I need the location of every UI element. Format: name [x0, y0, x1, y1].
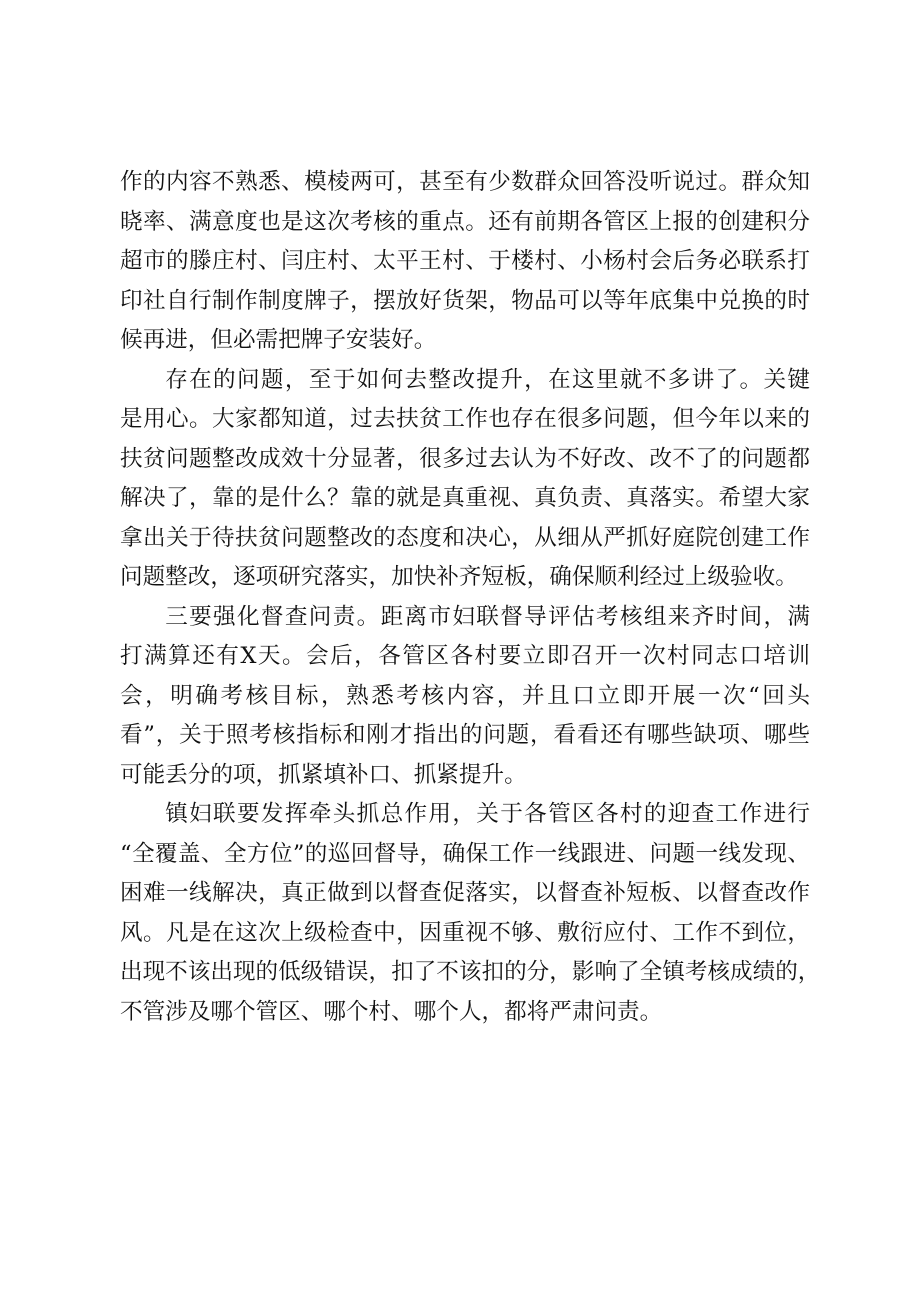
- text-line: 风。凡是在这次上级检查中，因重视不够、敷衍应付、工作不到位，: [120, 919, 810, 946]
- text-line: 不管涉及哪个管区、哪个村、哪个人，都将严肃问责。: [120, 998, 663, 1025]
- text-line: 看”，关于照考核指标和刚才指出的问题，看看还有哪些缺项、哪些: [120, 722, 810, 748]
- text-line: 候再进，但必需把牌子安装好。: [120, 327, 437, 353]
- text-line: 超市的滕庄村、闫庄村、太平王村、于楼村、小杨村会后务必联系打: [120, 248, 810, 274]
- text-line: 作的内容不熟悉、模棱两可，甚至有少数群众回答没听说过。群众知: [120, 169, 810, 195]
- paragraph-1: [120, 163, 810, 361]
- text-line: 晓率、满意度也是这次考核的重点。还有前期各管区上报的创建积分: [120, 208, 810, 235]
- text-line: 解决了，靠的是什么？靠的就是真重视、真负责、真落实。希望大家: [120, 485, 810, 511]
- text-line: 困难一线解决，真正做到以督查促落实，以督查补短板、以督查改作: [120, 880, 810, 906]
- paragraph-3: [120, 598, 810, 796]
- text-line: “全覆盖、全方位”的巡回督导，确保工作一线跟进、问题一线发现、: [120, 840, 810, 867]
- text-line: 镇妇联要发挥牵头抓总作用，关于各管区各村的迎查工作进行: [165, 801, 810, 827]
- text-line: 印社自行制作制度牌子，摆放好货架，物品可以等年底集中兑换的时: [120, 287, 810, 314]
- text-line: 三要强化督查问责。距离市妇联督导评估考核组来齐时间，满: [165, 603, 810, 630]
- paragraph-2: [120, 361, 810, 598]
- text-line: 拿出关于待扶贫问题整改的态度和决心，从细从严抓好庭院创建工作: [120, 524, 810, 551]
- text-line: 是用心。大家都知道，过去扶贫工作也存在很多问题，但今年以来的: [120, 406, 810, 432]
- document-body: [120, 163, 821, 1032]
- text-line: 存在的问题，至于如何去整改提升，在这里就不多讲了。关键: [165, 366, 810, 393]
- text-line: 出现不该出现的低级错误，扣了不该扣的分，影响了全镇考核成绩的，: [120, 959, 821, 985]
- text-line: 可能丢分的项，抓紧填补口、抓紧提升。: [120, 761, 527, 788]
- text-line: 打满算还有X天。会后，各管区各村要立即召开一次村同志口培训: [120, 643, 810, 669]
- text-line: 会，明确考核目标，熟悉考核内容，并且口立即开展一次“回头: [120, 682, 810, 709]
- text-line: 扶贫问题整改成效十分显著，很多过去认为不好改、改不了的问题都: [120, 445, 810, 472]
- paragraph-4: [120, 795, 821, 1032]
- text-line: 问题整改，逐项研究落实，加快补齐短板，确保顺利经过上级验收。: [120, 564, 798, 590]
